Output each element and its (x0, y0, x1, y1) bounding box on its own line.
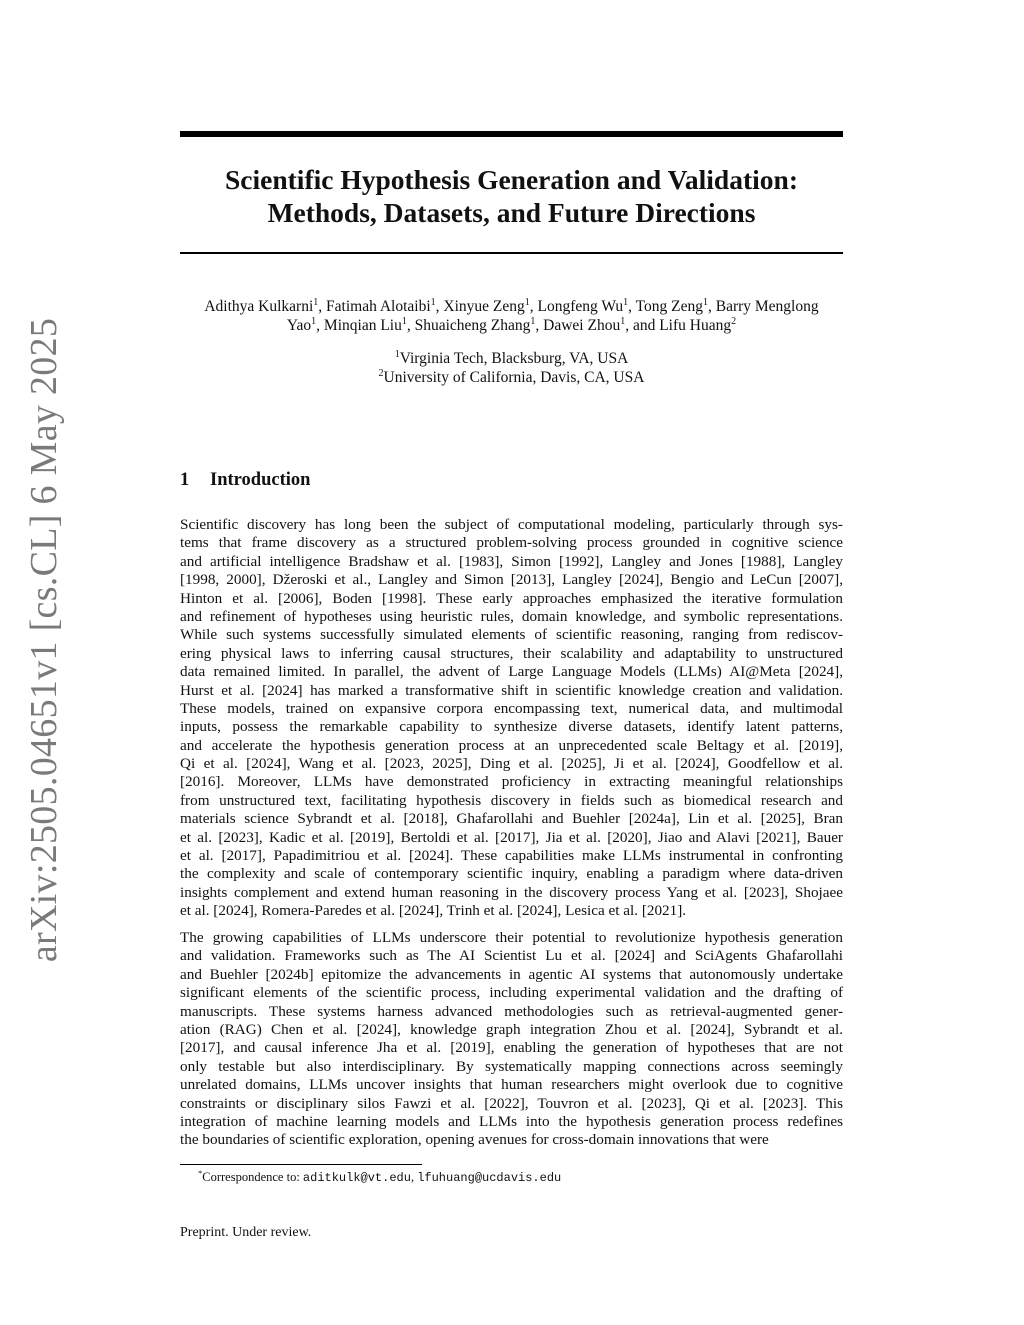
author-separator: , (535, 317, 544, 334)
author: Shuaicheng Zhang (414, 317, 531, 334)
text-line: These models, trained on expansive corpora encompassing text, numerical data, and multimodal (180, 699, 843, 717)
author-separator: , (435, 298, 444, 315)
author-separator: , (628, 298, 636, 315)
text-line: and accelerate the hypothesis generation process at an unprecedented scale Beltagy et al. [2019], (180, 736, 843, 754)
footnote-correspondence (198, 1169, 561, 1186)
text-line: significant elements of the scientific process, including experimental validation and the drafting of (180, 984, 843, 1002)
text-line: ering physical laws to inferring causal structures, their scalability and adaptability to unstructured (180, 644, 843, 662)
email-link-2[interactable]: lfuhuang@ucdavis.edu (417, 1171, 562, 1185)
text-line: data remained limited. In parallel, the advent of Large Language Models (LLMs) AI@Meta [2024], (180, 663, 843, 681)
author-separator: , (707, 298, 716, 315)
affiliation-mark: 1 (394, 348, 400, 360)
text-line: Qi et al. [2024], Wang et al. [2023, 2025], Ding et al. [2025], Ji et al. [2024], Goodfellow et al. (180, 755, 843, 773)
author: Dawei Zhou (543, 317, 621, 334)
text-line: tems that frame discovery as a structured problem-solving process grounded in cognitive science (180, 534, 843, 552)
text-line: inputs, possess the remarkable capability to synthesize diverse datasets, identify latent patterns, (180, 718, 843, 736)
author: Adithya Kulkarni (204, 298, 314, 315)
author-line-2 (172, 316, 851, 335)
author: Lifu Huang (659, 317, 732, 334)
author-separator: , (316, 317, 324, 334)
affiliation-mark: 2 (378, 367, 384, 379)
section-title: Introduction (210, 470, 311, 490)
text-line: the complexity and scale of contemporary scientific inquiry, enabling a paradigm where data-driven (180, 865, 843, 883)
footnote-rule (180, 1164, 422, 1165)
title-bottom-rule (180, 252, 843, 254)
footnote-label: Correspondence to: (202, 1170, 303, 1184)
text-line: and validation. Frameworks such as The AI Scientist Lu et al. [2024] and SciAgents Ghafarollahi (180, 947, 843, 965)
paragraph (180, 516, 843, 921)
author-separator: , (529, 298, 538, 315)
author-affiliation-mark: 1 (702, 296, 708, 308)
text-line: [1998, 2000], Džeroski et al., Langley and Simon [2013], Langley [2024], Bengio and LeCun [2007], (180, 571, 843, 589)
author-separator: , and (625, 317, 660, 334)
author-separator: , (406, 317, 415, 334)
footnote-mark: * (198, 1167, 203, 1178)
section-number: 1 (180, 470, 190, 490)
affiliations (180, 349, 843, 387)
text-line: unrelated domains, LLMs uncover insights that human researchers might overlook due to cognitive (180, 1076, 843, 1094)
text-line: While such systems successfully simulated elements of scientific reasoning, ranging from rediscov- (180, 626, 843, 644)
paragraph (180, 929, 843, 1150)
text-line: [2017], and causal inference Jha et al. [2019], enabling the generation of hypotheses that are not (180, 1039, 843, 1057)
text-line: Scientific discovery has long been the subject of computational modeling, particularly through sys- (180, 516, 843, 533)
text-line: et al. [2023], Kadic et al. [2019], Bertoldi et al. [2017], Jia et al. [2020], Jiao and Alavi [2021], Bauer (180, 828, 843, 846)
body-text (180, 516, 843, 1158)
author-affiliation-mark: 1 (620, 315, 626, 327)
author: Fatimah Alotaibi (326, 298, 431, 315)
text-line: integration of machine learning models and LLMs into the hypothesis generation process redefines (180, 1113, 843, 1130)
author-affiliation-mark: 1 (623, 296, 629, 308)
author-first-part: Barry Menglong (715, 298, 819, 315)
text-line: materials science Sybrandt et al. [2018], Ghafarollahi and Buehler [2024a], Lin et al. [2025], Bran (180, 810, 843, 828)
author-affiliation-mark: 1 (311, 315, 317, 327)
author-affiliation-mark: 1 (524, 296, 530, 308)
text-line: Hinton et al. [2006], Boden [1998]. These early approaches emphasized the iterative formulation (180, 589, 843, 607)
author-line-1 (172, 297, 851, 316)
text-line: only testable but also interdisciplinary. By systematically mapping connections across seemingly (180, 1057, 843, 1075)
email-link-1[interactable]: aditkulk@vt.edu (302, 1171, 411, 1185)
footnote-separator: , (410, 1170, 418, 1184)
paper-title (180, 163, 843, 229)
affiliation-text: University of California, Davis, CA, USA (383, 369, 645, 386)
title-line-2: Methods, Datasets, and Future Directions (267, 197, 756, 228)
text-line: ation (RAG) Chen et al. [2024], knowledge graph integration Zhou et al. [2024], Sybrandt et al. (180, 1021, 843, 1039)
arxiv-identifier: arXiv:2505.04651v1 [cs.CL] 6 May 2025 (23, 317, 65, 963)
author-affiliation-mark: 1 (530, 315, 536, 327)
affiliation-2 (180, 368, 843, 387)
author-list (172, 297, 851, 335)
title-top-rule (180, 131, 843, 137)
text-line: and refinement of hypotheses using heuristic rules, domain knowledge, and symbolic representations. (180, 607, 843, 625)
author-affiliation-mark: 1 (313, 296, 319, 308)
text-line: The growing capabilities of LLMs underscore their potential to revolutionize hypothesis generation (180, 929, 843, 947)
author-affiliation-mark: 1 (401, 315, 407, 327)
text-line: and artificial intelligence Bradshaw et al. [1983], Simon [1992], Langley and Jones [1988], Langley (180, 552, 843, 570)
text-line: manuscripts. These systems harness advanced methodologies such as retrieval-augmented gener- (180, 1002, 843, 1020)
text-line: Hurst et al. [2024] has marked a transformative shift in scientific knowledge creation and validation. (180, 681, 843, 699)
text-line: [2016]. Moreover, LLMs have demonstrated proficiency in extracting meaningful relationships (180, 773, 843, 791)
author: Longfeng Wu (537, 298, 624, 315)
preprint-note: Preprint. Under review. (180, 1225, 312, 1240)
section-heading-introduction (180, 469, 310, 491)
author: Minqian Liu (323, 317, 402, 334)
author-affiliation-mark: 2 (731, 315, 737, 327)
text-line: constraints or disciplinary silos Fawzi et al. [2022], Touvron et al. [2023], Qi et al. [2023]. This (180, 1094, 843, 1112)
author-affiliation-mark: 1 (430, 296, 436, 308)
author-separator: , (318, 298, 327, 315)
text-line: the boundaries of scientific exploration, opening avenues for cross-domain innovations that were (180, 1131, 769, 1149)
text-line: insights complement and extend human reasoning in the discovery process Yang et al. [2023], Shojaee (180, 883, 843, 901)
title-line-1: Scientific Hypothesis Generation and Validation: (225, 164, 798, 195)
text-line: and Buehler [2024b] epitomize the advancements in agentic AI systems that autonomously undertake (180, 965, 843, 983)
text-line: from unstructured text, facilitating hypothesis discovery in fields such as biomedical research and (180, 791, 843, 809)
author: Xinyue Zeng (443, 298, 525, 315)
affiliation-text: Virginia Tech, Blacksburg, VA, USA (399, 350, 629, 367)
author-last-part: Yao (286, 317, 312, 334)
text-line: et al. [2017], Papadimitriou et al. [2024]. These capabilities make LLMs instrumental in confronting (180, 847, 843, 865)
author: Tong Zeng (635, 298, 703, 315)
text-line: et al. [2024], Romera-Paredes et al. [2024], Trinh et al. [2024], Lesica et al. [2021]. (180, 902, 687, 920)
affiliation-1 (180, 349, 843, 368)
